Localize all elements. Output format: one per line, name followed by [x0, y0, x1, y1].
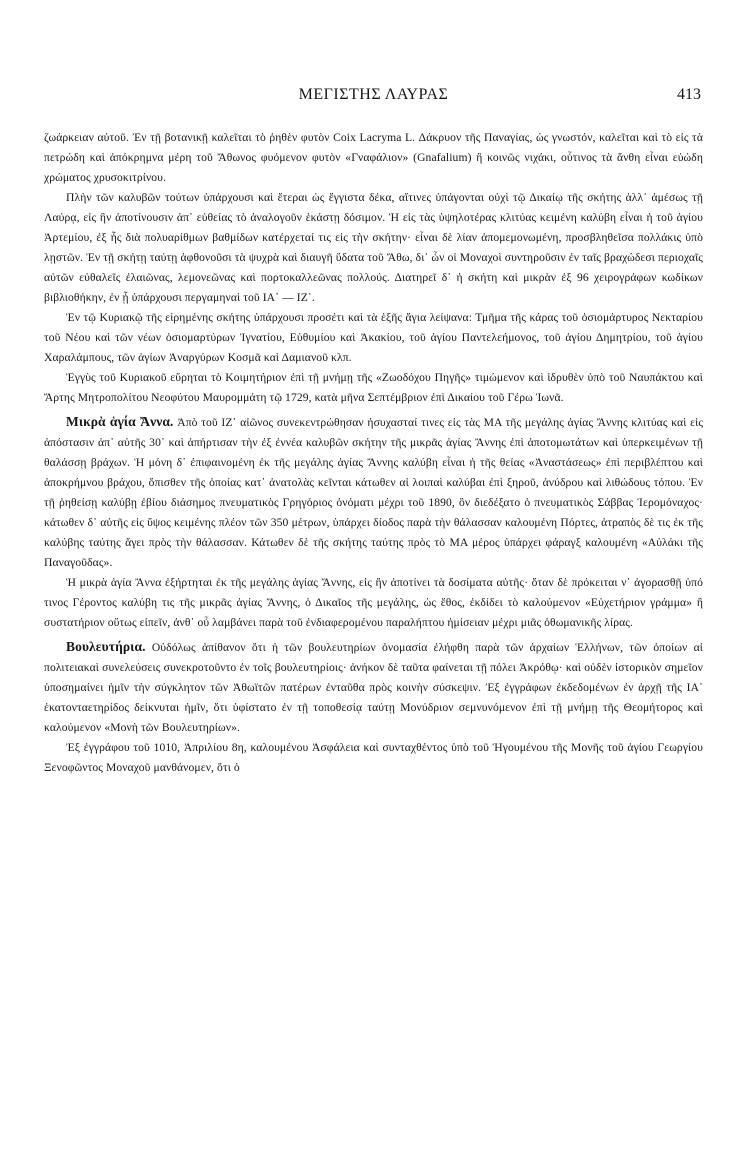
- page-number: 413: [677, 86, 701, 103]
- paragraph-3: Ἐν τῷ Κυριακῷ τῆς εἰρημένης σκήτης ὑπάρχουσι προσέτι καὶ τὰ ἑξῆς ἅγια λείψανα: Τμῆμα τῆς κάρας τοῦ ὁσιομάρτυρος Νεκταρίου τοῦ Νέου καὶ τῶν νέων ὁσιομαρτύρων Ἰγνατίου, Εὐθυμίου καὶ Ἀκακίου, τοῦ ἁγίου Παντελεήμονος, τοῦ ἁγίου Δημητρίου, τοῦ ἁγίου Χαραλάμπους, τῶν ἁγίων Ἀναργύρων Κοσμᾶ καὶ Δαμιανοῦ κλπ.: [44, 311, 703, 364]
- paragraph-5: [44, 412, 703, 573]
- paragraph-4: Ἐγγὺς τοῦ Κυριακοῦ εὕρηται τὸ Κοιμητήριον ἐπὶ τῇ μνήμῃ τῆς «Ζωοδόχου Πηγῆς» τιμώμενον καὶ ἱδρυθὲν ὑπὸ τοῦ Ναυπάκτου καὶ Ἄρτης Μητροπολίτου Νεοφύτου Μαυρομμάτη τῷ 1729, κατὰ μῆνα Σεπτέμβριον ἐπὶ Δικαίου τοῦ Γέρω Ἰωνᾶ.: [44, 371, 703, 404]
- section-heading-mikra-agia-anna: Μικρὰ ἁγία Ἄννα.: [66, 414, 174, 429]
- running-head: ΜΕΓΙΣΤΗΣ ΛΑΥΡΑΣ: [298, 86, 449, 103]
- page-header: [44, 86, 703, 110]
- paragraph-6: Ἡ μικρὰ ἁγία Ἄννα ἐξήρτηται ἐκ τῆς μεγάλης ἁγίας Ἄννης, εἰς ἣν ἀποτίνει τὰ δοσίματα αὐτῆς· ὅταν δὲ πρόκειται ν᾽ ἀγορασθῇ ὑπό τινος Γέροντος καλύβη τις τῆς μικρᾶς ἁγίας Ἄννης, ὁ Δικαῖος τῆς μεγάλης, ὡς ἔθος, ἐκδίδει τὸ καλούμενον «Εὐχετήριον γράμμα» ἢ συστατήριον οὕτως εἰπεῖν, ἀνθ᾽ οὗ λαμβάνει παρὰ τοῦ ἐνδιαφερομένου παραλήπτου ἡμίσειαν μέχρι μιᾶς ὀθωμανικῆς λίρας.: [44, 576, 703, 629]
- paragraph-5-text: Ἀπὸ τοῦ ΙΖ᾽ αἰῶνος συνεκεντρώθησαν ἡσυχασταί τινες εἰς τὰς ΜΑ τῆς μεγάλης ἁγίας Ἄννης κλιτύας καὶ εἰς ἀπόστασιν ἀπ᾽ αὐτῆς 30᾽ καὶ ἀπήρτισαν τὴν ἐξ ἐννέα καλυβῶν σκήτην τῆς μικρᾶς ἁγίας Ἄννης ἐπὶ ἀποτομωτάτων καὶ ὑπερκειμένων τῇ θαλάσσῃ βράχων. Ἡ μόνη δ᾽ ἐπιφαινομένη ἐκ τῆς μεγάλης ἁγίας Ἄννης καλύβη εἶναι ἡ τῆς θείας «Ἀναστάσεως» ἐπὶ περιβλέπτου καὶ ἀποκρήμνου βράχου, ὄπισθεν τῆς ὁποίας κατ᾽ ἀνατολὰς κεῖνται κάτωθεν αἱ λοιπαὶ καλύβαι ἐπὶ ξηροῦ, ἀνύδρου καὶ λιθώδους τόπου. Ἐν τῇ ῥηθείσῃ καλύβῃ ἐβίου διάσημος πνευματικὸς Γρηγόριος ὀνόματι μέχρι τοῦ 1890, ὃν διεδέξατο ὁ πνευματικὸς Σάββας Ἱερομόναχος· κάτωθεν δ᾽ αὐτῆς εἰς ὕψος κειμένης πλέον τῶν 350 μέτρων, ὑπάρχει δίοδος παρὰ τὴν θάλασσαν καλουμένη Πόρτες, ἀτραπὸς δὲ τις ἐκ τῆς καλύβης ταύτης ἄγει πρὸς τὴν θάλασσαν. Κάτωθεν δὲ τῆς σκήτης ταύτης πρὸς τὸ ΜΑ μέρος ὑπάρχει φάραγξ καλουμένη «Αὐλάκι τῆς Παναγοῦδας».: [44, 416, 704, 569]
- paragraph-7-text: Οὐδόλως ἀπίθανον ὅτι ἡ τῶν βουλευτηρίων ὀνομασία ἐλήφθη παρὰ τῶν ἀρχαίων Ἑλλήνων, τῶν ὁποίων αἱ πολιτειακαὶ συνελεύσεις συνεκροτοῦντο ἐν τοῖς βουλευτηρίοις· ἀνήκον δὲ ταῦτα φαίνεται τῇ πόλει Ἀκρόθῳ· καὶ οὐδὲν ἱστορικὸν σημεῖον ὑποσημαίνει ἡμῖν τὴν σύγκλητον τῶν Ἀθωϊτῶν πατέρων ἐνταῦθα πρὸς κοινὴν σύσκεψιν. Ἐξ ἐγγράφων ἐκδεδομένων ἐν ἀρχῇ τῆς ΙΑ᾽ ἑκατονταετηρίδος δείκνυται ἡμῖν, ὅτι ὑφίστατο ἐν τῇ τοποθεσίᾳ ταύτῃ Μονύδριον σεμνυνόμενον ἐπὶ τῇ μνήμῃ τῆς Θεομήτορος καὶ καλούμενον «Μονὴ τῶν Βουλευτηρίων».: [44, 641, 704, 734]
- section-heading-vouleftiria: Βουλευτήρια.: [66, 639, 146, 654]
- paragraph-1: ζωάρκειαν αὐτοῦ. Ἐν τῇ βοτανικῇ καλεῖται τὸ ῥηθὲν φυτὸν Coix Lacryma L. Δάκρυον τῆς Παναγίας, ὡς γνωστόν, καλεῖται καὶ τὸ εἰς τὰ πετρώδη καὶ ἀπόκρημνα μέρη τοῦ Ἄθωνος φυόμενον φυτὸν «Γναφάλιον» (Gnafalium) ἢ κοινῶς νιχάκι, οὗτινος τὰ ἄνθη εἶναι εὐώδη χρώματος χρυσοκιτρίνου.: [44, 131, 703, 184]
- page-body: [44, 128, 703, 778]
- paragraph-7: [44, 637, 703, 738]
- paragraph-8: Ἐξ ἐγγράφου τοῦ 1010, Ἀπριλίου 8η, καλουμένου Ἀσφάλεια καὶ συνταχθέντος ὑπὸ τοῦ Ἡγουμένου τῆς Μονῆς τοῦ ἁγίου Γεωργίου Ξενοφῶντος Μοναχοῦ μανθάνομεν, ὅτι ὁ: [44, 741, 703, 774]
- paragraph-2: Πλὴν τῶν καλυβῶν τούτων ὑπάρχουσι καὶ ἕτεραι ὡς ἔγγιστα δέκα, αἵτινες ὑπάγονται οὐχὶ τῷ Δικαίῳ τῆς σκήτης ἀλλ᾽ ἀμέσως τῇ Λαύρᾳ, εἰς ἣν ἀποτίνουσιν ἀπ᾽ εὐθείας τὸ ἀναλογοῦν ἑκάστῃ δόσιμον. Ἡ εἰς τὰς ὑψηλοτέρας κλιτύας κειμένη καλύβη εἶναι ἡ τοῦ ἁγίου Ἀρτεμίου, ἐξ ἧς διὰ πολυαρίθμων βαθμίδων κατέρχεταί τις εἰς τὴν σκήτην· εἶναι δὲ λίαν ἀπομεμονωμένη, προσβληθεῖσα πολλάκις ὑπὸ λῃστῶν. Ἐν τῇ σκήτῃ ταύτῃ ἀφθονοῦσι τὰ ψυχρὰ καὶ διαυγῆ ὕδατα τοῦ Ἄθω, δι᾽ ὧν οἱ Μοναχοὶ συντηροῦσιν ἐν ταῖς βραχώδεσι περιοχαῖς αὐτῶν εὐθαλεῖς ἐλαιῶνας, λεμονεῶνας καὶ πορτοκαλλεῶνας πολλούς. Διατηρεῖ δ᾽ ἡ σκήτη καὶ μικρὰν ἐξ 96 χειρογράφων κωδίκων βιβλιοθήκην, ἐν ᾗ ὑπάρχουσι περγαμηναὶ τοῦ ΙΑ᾽ — ΙΖ᾽.: [44, 191, 703, 304]
